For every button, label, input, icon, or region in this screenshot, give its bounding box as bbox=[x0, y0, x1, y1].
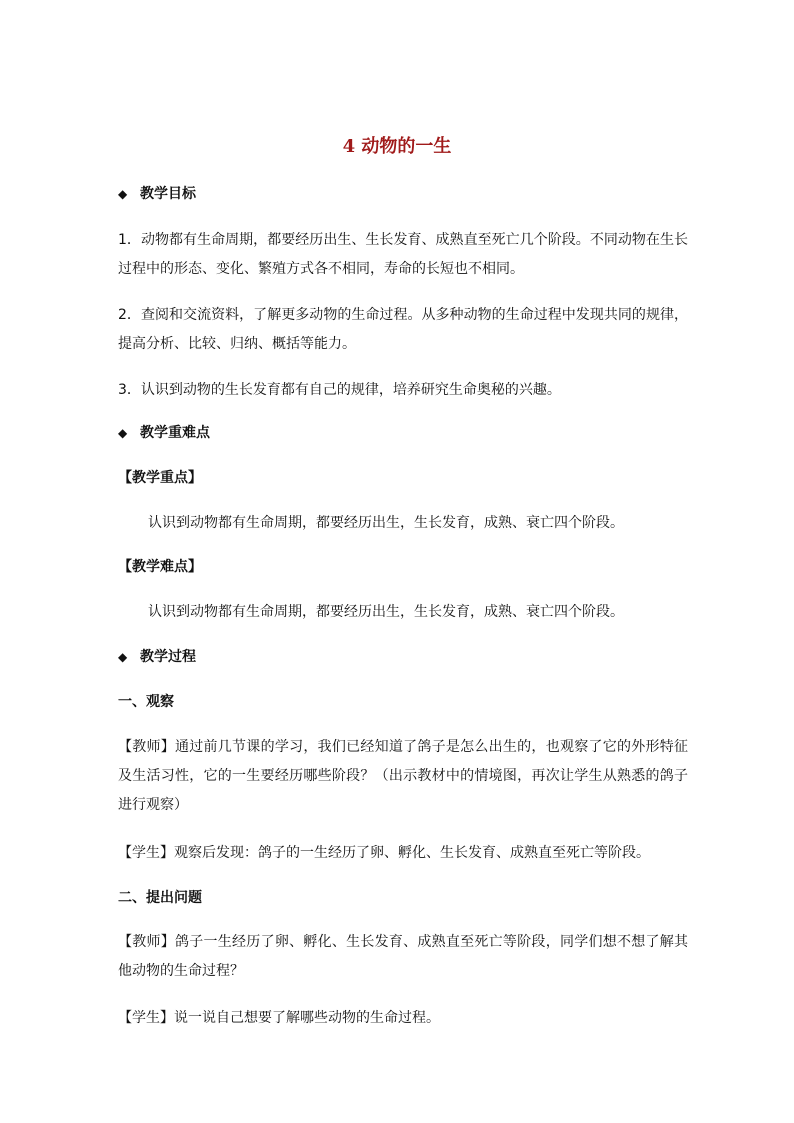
difficulty-text: 认识到动物都有生命周期，都要经历出生，生长发育，成熟、衰亡四个阶段。 bbox=[148, 604, 624, 620]
page-title: 4 动物的一生 bbox=[342, 136, 452, 157]
diamond-bullet-icon: ◆ bbox=[118, 426, 128, 440]
section-heading-goals bbox=[118, 180, 688, 209]
diamond-bullet-icon: ◆ bbox=[118, 650, 128, 664]
section-heading-text: 教学目标 bbox=[140, 186, 196, 202]
part1-teacher-text: 【教师】通过前几节课的学习，我们已经知道了鸽子是怎么出生的，也观察了它的外形特征及生活习性，它的一生要经历哪些阶段？（出示教材中的情境图，再次让学生从熟悉的鸽子进行观察） bbox=[118, 739, 688, 813]
part2-student-text: 【学生】说一说自己想要了解哪些动物的生命过程。 bbox=[118, 1010, 440, 1026]
difficulty-label: 【教学难点】 bbox=[118, 559, 202, 575]
diamond-bullet-icon: ◆ bbox=[118, 187, 128, 201]
goal-item-2: 2．查阅和交流资料，了解更多动物的生命过程。从多种动物的生命过程中发现共同的规律，提高分析、比较、归纳、概括等能力。 bbox=[118, 307, 688, 352]
part2-teacher-text: 【教师】鸽子一生经历了卵、孵化、生长发育、成熟直至死亡等阶段，同学们想不想了解其他动物的生命过程？ bbox=[118, 934, 688, 979]
part1-heading: 一、观察 bbox=[118, 694, 174, 710]
section-heading-text: 教学重难点 bbox=[140, 425, 210, 441]
goal-item-3: 3．认识到动物的生长发育都有自己的规律，培养研究生命奥秘的兴趣。 bbox=[118, 382, 561, 398]
key-point-label: 【教学重点】 bbox=[118, 470, 202, 486]
section-heading-text: 教学过程 bbox=[140, 649, 196, 665]
part1-student-text: 【学生】观察后发现：鸽子的一生经历了卵、孵化、生长发育、成熟直至死亡等阶段。 bbox=[118, 845, 650, 861]
section-heading-key-points bbox=[118, 419, 688, 448]
key-point-text: 认识到动物都有生命周期，都要经历出生，生长发育，成熟、衰亡四个阶段。 bbox=[148, 515, 624, 531]
goal-item-1: 1．动物都有生命周期，都要经历出生、生长发育、成熟直至死亡几个阶段。不同动物在生长过程中的形态、变化、繁殖方式各不相同，寿命的长短也不相同。 bbox=[118, 232, 688, 277]
part2-heading: 二、提出问题 bbox=[118, 890, 202, 906]
section-heading-process bbox=[118, 643, 688, 672]
